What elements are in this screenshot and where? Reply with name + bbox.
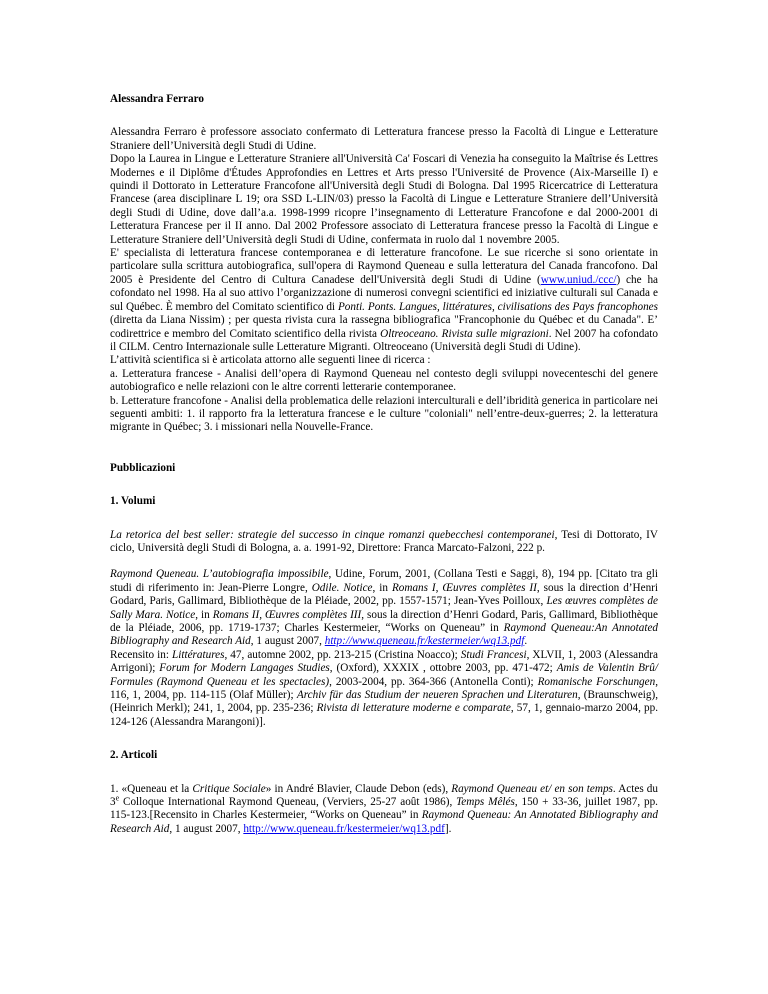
kestermeier-link-2[interactable]: http://www.queneau.fr/kestermeier/wq13.pdf (243, 822, 445, 835)
research-line-b: b. Letterature francofone - Analisi della problematica delle relazioni interculturali e dell’ibridità generica in particolare nei seguenti ambiti: 1. il rapporto fra la letteratura francese e le culture "coloniali" nell’entre-deux-guerres; 2. la letteratura migrante in Québec; 3. i missionari nella Nouvelle-France. (110, 394, 658, 434)
bio-paragraph-2: Dopo la Laurea in Lingue e Letterature Straniere all'Università Ca' Foscari di Venezia ha conseguito la Maîtrise és Lettres Modernes e il Diplôme d'Études Approfondies en Lettres et Arts presso l'Université de Provence (Aix-Marseille I) e quindi il Dottorato in Letterature Francofone all'Università degli Studi di Bologna. Dal 1995 Ricercatrice di Letteratura Francese (area disciplinare L 19; ora SSD L-LIN/03) presso la Facoltà di Lingue e Letterature Straniere dell’Università degli Studi di Udine, dove dall’a.a. 1998-1999 ricopre l’insegnamento di Letterature Francofone e dal 2000-2001 di Letteratura Francese per il II anno. Dal 2002 Professore associato di Letteratura francese presso la Facoltà di Lingue e Letterature Straniere dell’Università degli Studi di Udine, confermata in ruolo dal 1 novembre 2005. (110, 153, 658, 246)
author-title: Alessandra Ferraro (110, 93, 204, 105)
volume-item-2: Raymond Queneau. L’autobiografia impossibile, Udine, Forum, 2001, (Collana Testi e Saggi, 8), 194 pp. [Citato tra gli studi di riferimento in: Jean-Pierre Longre, Odile. Notice, in Romans I, Œuvres complètes II, sous la direction d’Henri Godard, Paris, Gallimard, Bibliothèque de la Pléiade, 2002, pp. 1557-1571; Jean-Yves Poilloux, Les œuvres complètes de Sally Mara. Notice, in Romans II, Œuvres complètes III, sous la direction d’Henri Godard, Paris, Gallimard, Bibliothèque de la Pléiade, 2006, pp. 1719-1737; Charles Kestermeier, “Works on Queneau” in Raymond Queneau:An Annotated Bibliography and Research Aid, 1 august 2007, http://www.queneau.fr/kestermeier/wq13.pdf. (110, 568, 659, 648)
article-item-1: 1. «Queneau et la Critique Sociale» in André Blavier, Claude Debon (eds), Raymond Queneau et/ en son temps. Actes du 3e Colloque International Raymond Queneau, (Verviers, 25-27 août 1986), Temps Mêlés, 150 + 33-36, juillet 1987, pp. 115-123.[Recensito in Charles Kestermeier, “Works on Queneau” in Raymond Queneau: An Annotated Bibliography and Research Aid, 1 august 2007, http://www.queneau.fr/kestermeier/wq13.pdf]. (110, 782, 658, 835)
kestermeier-link-1[interactable]: http://www.queneau.fr/kestermeier/wq13.pdf (324, 635, 525, 648)
research-intro: L’attività scientifica si è articolata attorno alle seguenti linee di ricerca : (110, 354, 431, 367)
document-page (110, 93, 658, 836)
ccc-link[interactable]: www.uniud./ccc/ (540, 273, 617, 286)
volume-item-1: La retorica del best seller: strategie del successo in cinque romanzi quebecchesi contemporanei, Tesi di Dottorato, IV ciclo, Università degli Studi di Bologna, a. a. 1991-92, Direttore: Franca Marcato-Falzoni, 222 p. (110, 528, 658, 554)
bio-paragraph-3: E' specialista di letteratura francese contemporanea e di letterature francofone. Le sue ricerche si sono orientate in particolare sulla scrittura autobiografica, sull'opera di Raymond Queneau e sulla letteratura del Canada francofono. Dal 2005 è Presidente del Centro di Cultura Canadese dell'Università degli Studi di Udine (www.uniud./ccc/) che ha cofondato nel 1998. Ha al suo attivo l’organizzazione di numerosi convegni scientifici ed iniziative culturali sul Canada e sul Québec. È membro del Comitato scientifico di Ponti. Ponts. Langues, littératures, civilisations des Pays francophones (diretta da Liana Nissim) ; per questa rivista cura la rassegna bibliografica "Francophonie du Québec et du Canada". E’ codirettrice e membro del Comitato scientifico della rivista Oltreoceano. Rivista sulle migrazioni. Nel 2007 ha cofondato il CILM. Centro Internazionale sulle Letterature Migranti. Oltreoceano (Università degli Studi di Udine). (110, 247, 658, 353)
research-line-a: a. Letteratura francese - Analisi dell’opera di Raymond Queneau nel contesto degli sviluppi novecenteschi del genere autobiografico e nelle relazioni con le altre correnti letterarie contemporanee. (110, 367, 658, 394)
articles-heading: 2. Articoli (110, 749, 158, 762)
bio-paragraph-1: Alessandra Ferraro è professore associato confermato di Letteratura francese presso la Facoltà di Lingue e Letterature Straniere dell’Università degli Studi di Udine. (110, 126, 658, 152)
volume-item-2-reviews: Recensito in: Littératures, 47, automne 2002, pp. 213-215 (Cristina Noacco); Studi Francesi, XLVII, 1, 2003 (Alessandra Arrigoni); Forum for Modern Langages Studies, (Oxford), XXXIX , ottobre 2003, pp. 471-472; Amis de Valentin Brû/ Formules (Raymond Queneau et les spectacles), 2003-2004, pp. 364-366 (Antonella Conti); Romanische Forschungen, 116, 1, 2004, pp. 114-115 (Olaf Müller); Archiv für das Studium der neueren Sprachen und Literaturen, (Braunschweig), (Heinrich Merkl); 241, 1, 2004, pp. 235-236; Rivista di letterature moderne e comparate, 57, 1, gennaio-marzo 2004, pp. 124-126 (Alessandra Marangoni)]. (110, 648, 659, 728)
volumes-heading: 1. Volumi (110, 495, 156, 508)
publications-heading: Pubblicazioni (110, 461, 176, 474)
